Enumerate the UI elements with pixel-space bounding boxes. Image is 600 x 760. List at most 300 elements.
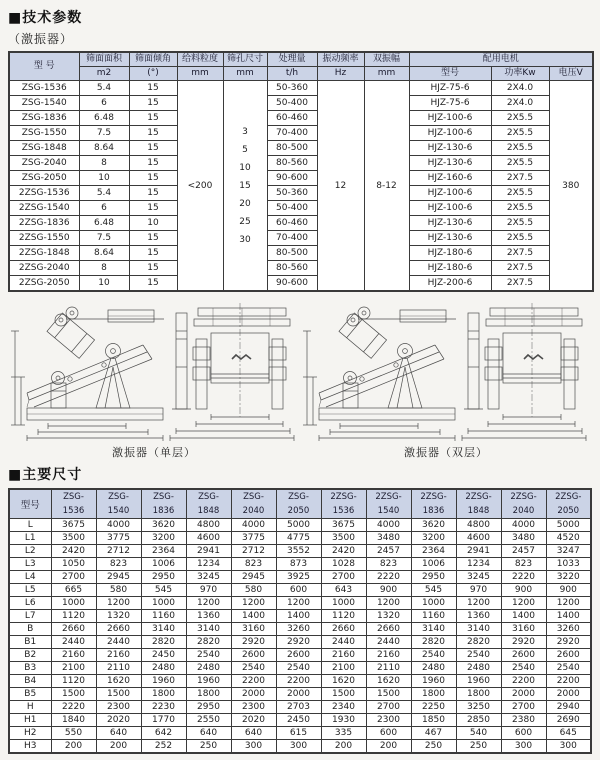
dim-row-label: H2 xyxy=(9,727,51,740)
dim-value: 900 xyxy=(501,584,546,597)
cell-screen-area: 6.48 xyxy=(79,111,129,126)
dim-column-header xyxy=(96,489,141,519)
dim-value: 3675 xyxy=(321,519,366,532)
dim-value: 1160 xyxy=(411,610,456,623)
dim-value: 3140 xyxy=(411,623,456,636)
dim-value: 3480 xyxy=(501,532,546,545)
dim-row-label: B3 xyxy=(9,662,51,675)
dim-value: 1200 xyxy=(186,597,231,610)
cell-motor-power: 2X5.5 xyxy=(491,156,549,171)
dim-column-header xyxy=(276,489,321,519)
cell-model: ZSG-1540 xyxy=(9,96,79,111)
cell-capacity: 80-500 xyxy=(267,246,317,261)
cell-motor-model: HJZ-100-6 xyxy=(409,186,491,201)
dim-value: 2220 xyxy=(501,571,546,584)
dim-value: 1028 xyxy=(321,558,366,571)
dim-value: 1160 xyxy=(141,610,186,623)
cell-frequency-merged: 12 xyxy=(317,81,364,292)
dim-value: 1200 xyxy=(501,597,546,610)
dim-value: 2690 xyxy=(546,714,591,727)
dim-value: 1620 xyxy=(321,675,366,688)
dim-value: 300 xyxy=(501,740,546,754)
dim-value: 823 xyxy=(501,558,546,571)
cell-screen-angle: 15 xyxy=(129,276,177,292)
cell-motor-model: HJZ-75-6 xyxy=(409,81,491,96)
dim-value: 1800 xyxy=(141,688,186,701)
cell-screen-angle: 15 xyxy=(129,171,177,186)
dim-table-header-row xyxy=(9,489,591,519)
dim-value: 600 xyxy=(501,727,546,740)
dim-value: 2540 xyxy=(546,662,591,675)
dim-table-row xyxy=(9,558,591,571)
dim-value: 2340 xyxy=(321,701,366,714)
cell-motor-power: 2X5.5 xyxy=(491,141,549,156)
dim-value: 2540 xyxy=(501,662,546,675)
dim-value: 2540 xyxy=(456,649,501,662)
dim-value: 3775 xyxy=(231,532,276,545)
cell-screen-angle: 15 xyxy=(129,156,177,171)
cell-screen-area: 8 xyxy=(79,156,129,171)
mesh-size-value: 30 xyxy=(239,234,251,245)
cell-capacity: 60-460 xyxy=(267,111,317,126)
dim-table-row xyxy=(9,571,591,584)
dim-column-header-line2: 1540 xyxy=(377,506,400,516)
dim-column-header xyxy=(321,489,366,519)
dim-table-row xyxy=(9,675,591,688)
dim-value: 2480 xyxy=(456,662,501,675)
cell-model: 2ZSG-1550 xyxy=(9,231,79,246)
dim-value: 1500 xyxy=(51,688,96,701)
dim-value: 970 xyxy=(186,584,231,597)
tech-table-row xyxy=(9,126,593,141)
cell-motor-model: HJZ-130-6 xyxy=(409,231,491,246)
dim-value: 2440 xyxy=(321,636,366,649)
dim-value: 2110 xyxy=(96,662,141,675)
dim-column-header xyxy=(51,489,96,519)
col-header-feed-size: 给料粒度 xyxy=(177,52,223,67)
dim-value: 1200 xyxy=(96,597,141,610)
dim-column-header-line2: 1836 xyxy=(422,506,445,516)
dim-column-header-line2: 1540 xyxy=(107,506,130,516)
dim-column-header-line2: 1536 xyxy=(62,506,85,516)
cell-motor-power: 2X7.5 xyxy=(491,171,549,186)
dim-value: 1000 xyxy=(321,597,366,610)
dim-value: 2000 xyxy=(231,688,276,701)
dim-value: 2480 xyxy=(186,662,231,675)
dim-value: 4600 xyxy=(186,532,231,545)
drawing-exciter-single-layer xyxy=(8,295,300,460)
dim-value: 2300 xyxy=(366,714,411,727)
dim-value: 2950 xyxy=(141,571,186,584)
dim-value: 2160 xyxy=(321,649,366,662)
dim-column-header-line2: 2050 xyxy=(287,506,310,516)
dim-value: 2480 xyxy=(411,662,456,675)
dim-value: 3140 xyxy=(186,623,231,636)
dim-value: 250 xyxy=(186,740,231,754)
cell-screen-angle: 15 xyxy=(129,186,177,201)
col-header-frequency: 振动频率 xyxy=(317,52,364,67)
cell-capacity: 80-560 xyxy=(267,261,317,276)
dim-column-header-line1: ZSG- xyxy=(63,492,84,502)
dim-value: 300 xyxy=(276,740,321,754)
dim-value: 1000 xyxy=(411,597,456,610)
dim-table-row xyxy=(9,623,591,636)
dim-value: 4600 xyxy=(456,532,501,545)
dim-value: 2850 xyxy=(456,714,501,727)
dim-value: 2540 xyxy=(231,662,276,675)
dim-value: 2364 xyxy=(141,545,186,558)
dim-value: 1120 xyxy=(51,610,96,623)
cell-motor-power: 2X5.5 xyxy=(491,186,549,201)
dim-value: 615 xyxy=(276,727,321,740)
cell-screen-angle: 15 xyxy=(129,246,177,261)
cell-screen-angle: 10 xyxy=(129,216,177,231)
dim-value: 2820 xyxy=(141,636,186,649)
dim-value: 250 xyxy=(411,740,456,754)
dim-value: 1500 xyxy=(366,688,411,701)
cell-screen-area: 5.4 xyxy=(79,81,129,96)
dim-table-row xyxy=(9,610,591,623)
dim-value: 823 xyxy=(96,558,141,571)
dim-value: 640 xyxy=(231,727,276,740)
cell-capacity: 50-400 xyxy=(267,201,317,216)
cell-model: ZSG-2050 xyxy=(9,171,79,186)
dim-value: 3220 xyxy=(546,571,591,584)
dim-value: 2660 xyxy=(51,623,96,636)
cell-motor-power: 2X5.5 xyxy=(491,201,549,216)
col-header-capacity: 处理量 xyxy=(267,52,317,67)
dim-value: 1840 xyxy=(51,714,96,727)
dim-value: 3245 xyxy=(186,571,231,584)
dim-value: 5000 xyxy=(546,519,591,532)
main-dimensions-table xyxy=(8,488,592,754)
dim-value: 2020 xyxy=(231,714,276,727)
dim-value: 3160 xyxy=(501,623,546,636)
cell-capacity: 70-400 xyxy=(267,231,317,246)
dim-value: 2550 xyxy=(186,714,231,727)
dim-value: 1960 xyxy=(456,675,501,688)
dim-value: 2940 xyxy=(546,701,591,714)
dim-value: 2100 xyxy=(51,662,96,675)
dim-value: 1006 xyxy=(141,558,186,571)
cell-motor-model: HJZ-100-6 xyxy=(409,111,491,126)
dim-value: 2200 xyxy=(231,675,276,688)
cell-motor-model: HJZ-100-6 xyxy=(409,126,491,141)
dim-value: 5000 xyxy=(276,519,321,532)
dim-row-label: B2 xyxy=(9,649,51,662)
tech-table-row xyxy=(9,156,593,171)
dim-value: 545 xyxy=(141,584,186,597)
cell-model: ZSG-2040 xyxy=(9,156,79,171)
dim-value: 2600 xyxy=(546,649,591,662)
dim-table-row xyxy=(9,584,591,597)
dim-column-header-line2: 1848 xyxy=(197,506,220,516)
dim-value: 3675 xyxy=(51,519,96,532)
dim-value: 2420 xyxy=(321,545,366,558)
col-header-mesh-size: 筛孔尺寸 xyxy=(223,52,267,67)
cell-screen-angle: 15 xyxy=(129,96,177,111)
dim-value: 2450 xyxy=(276,714,321,727)
cell-screen-angle: 15 xyxy=(129,201,177,216)
dim-column-header-line1: ZSG- xyxy=(108,492,129,502)
dim-value: 1320 xyxy=(366,610,411,623)
dim-value: 1960 xyxy=(411,675,456,688)
dim-value: 2440 xyxy=(51,636,96,649)
dim-value: 1320 xyxy=(96,610,141,623)
mesh-size-value: 5 xyxy=(242,144,248,155)
dim-value: 2000 xyxy=(501,688,546,701)
dim-row-label: B5 xyxy=(9,688,51,701)
col-header-motor-voltage: 电压V xyxy=(549,67,593,81)
dim-column-header-line2: 1848 xyxy=(467,506,490,516)
dim-value: 4520 xyxy=(546,532,591,545)
cell-motor-model: HJZ-180-6 xyxy=(409,261,491,276)
dim-value: 2712 xyxy=(96,545,141,558)
col-header-screen-angle: 筛面倾角 xyxy=(129,52,177,67)
dim-value: 4775 xyxy=(276,532,321,545)
cell-screen-angle: 15 xyxy=(129,231,177,246)
mesh-size-value: 10 xyxy=(239,162,251,173)
dim-row-label: H1 xyxy=(9,714,51,727)
dim-value: 1500 xyxy=(96,688,141,701)
cell-motor-model: HJZ-180-6 xyxy=(409,246,491,261)
dim-value: 4000 xyxy=(231,519,276,532)
dim-value: 2110 xyxy=(366,662,411,675)
dim-value: 2020 xyxy=(96,714,141,727)
dim-value: 3480 xyxy=(366,532,411,545)
dim-value: 4800 xyxy=(186,519,231,532)
dim-value: 1770 xyxy=(141,714,186,727)
drawing-exciter-double-layer xyxy=(300,295,592,460)
dim-column-header-line1: 2ZSG- xyxy=(555,492,582,502)
dim-column-header-line2: 1836 xyxy=(152,506,175,516)
col-unit-feed-size: mm xyxy=(177,67,223,81)
dim-value: 2420 xyxy=(51,545,96,558)
dim-table-row xyxy=(9,519,591,532)
dim-row-label: H3 xyxy=(9,740,51,754)
dim-value: 300 xyxy=(231,740,276,754)
dim-value: 900 xyxy=(366,584,411,597)
dim-column-header-line1: 2ZSG- xyxy=(465,492,492,502)
dim-value: 3160 xyxy=(231,623,276,636)
dim-value: 3140 xyxy=(141,623,186,636)
cell-motor-model: HJZ-160-6 xyxy=(409,171,491,186)
dim-value: 1006 xyxy=(411,558,456,571)
dim-value: 2820 xyxy=(456,636,501,649)
dim-value: 2300 xyxy=(231,701,276,714)
cell-capacity: 70-400 xyxy=(267,126,317,141)
cell-screen-area: 8 xyxy=(79,261,129,276)
dim-value: 200 xyxy=(366,740,411,754)
dim-value: 2200 xyxy=(546,675,591,688)
cell-motor-power: 2X5.5 xyxy=(491,216,549,231)
cell-model: 2ZSG-1836 xyxy=(9,216,79,231)
mesh-size-value: 3 xyxy=(242,126,248,137)
dim-value: 1234 xyxy=(456,558,501,571)
dim-value: 3775 xyxy=(96,532,141,545)
cell-screen-area: 7.5 xyxy=(79,231,129,246)
caption-exciter-double: 激振器（双层） xyxy=(404,446,488,459)
cell-screen-angle: 15 xyxy=(129,141,177,156)
dim-value: 2200 xyxy=(276,675,321,688)
dim-column-header-line1: 2ZSG- xyxy=(510,492,537,502)
dim-value: 3552 xyxy=(276,545,321,558)
dim-value: 1234 xyxy=(186,558,231,571)
dim-value: 3260 xyxy=(276,623,321,636)
dim-value: 4000 xyxy=(501,519,546,532)
cell-screen-angle: 15 xyxy=(129,126,177,141)
cell-motor-power: 2X7.5 xyxy=(491,246,549,261)
dim-value: 600 xyxy=(276,584,321,597)
tech-table-row xyxy=(9,276,593,292)
dim-value: 2200 xyxy=(501,675,546,688)
mesh-size-value: 25 xyxy=(239,216,251,227)
dim-value: 1620 xyxy=(96,675,141,688)
dim-value: 2941 xyxy=(186,545,231,558)
tech-table-row xyxy=(9,216,593,231)
dim-column-header-line2: 2050 xyxy=(557,506,580,516)
dim-value: 2160 xyxy=(366,649,411,662)
cell-screen-area: 5.4 xyxy=(79,186,129,201)
dim-value: 2540 xyxy=(411,649,456,662)
cell-screen-angle: 15 xyxy=(129,261,177,276)
cell-voltage-merged: 380 xyxy=(549,81,593,292)
dim-value: 1000 xyxy=(141,597,186,610)
dim-value: 3620 xyxy=(411,519,456,532)
tech-table-row xyxy=(9,186,593,201)
dim-column-header xyxy=(501,489,546,519)
dim-value: 1400 xyxy=(231,610,276,623)
dim-value: 250 xyxy=(456,740,501,754)
technical-drawings xyxy=(8,295,592,460)
mesh-size-value: 20 xyxy=(239,198,251,209)
dim-value: 643 xyxy=(321,584,366,597)
dim-value: 2000 xyxy=(276,688,321,701)
col-unit-screen-angle: (°) xyxy=(129,67,177,81)
dim-row-label: L7 xyxy=(9,610,51,623)
tech-table-row xyxy=(9,171,593,186)
tech-table-row xyxy=(9,141,593,156)
cell-model: ZSG-1536 xyxy=(9,81,79,96)
dim-value: 3925 xyxy=(276,571,321,584)
cell-motor-model: HJZ-75-6 xyxy=(409,96,491,111)
subtitle-exciter: （激振器） xyxy=(8,32,74,46)
dim-value: 1500 xyxy=(321,688,366,701)
dim-value: 1050 xyxy=(51,558,96,571)
dim-value: 1400 xyxy=(276,610,321,623)
dim-row-label: L3 xyxy=(9,558,51,571)
dim-column-header-line2: 2040 xyxy=(512,506,535,516)
col-header-model: 型 号 xyxy=(9,52,79,81)
dim-value: 200 xyxy=(321,740,366,754)
dim-row-label: H xyxy=(9,701,51,714)
cell-screen-angle: 15 xyxy=(129,111,177,126)
dim-value: 2600 xyxy=(501,649,546,662)
dim-value: 3500 xyxy=(51,532,96,545)
dim-value: 2440 xyxy=(96,636,141,649)
dim-column-header xyxy=(141,489,186,519)
dim-value: 2160 xyxy=(51,649,96,662)
dim-value: 2540 xyxy=(186,649,231,662)
dim-table-row xyxy=(9,649,591,662)
dim-value: 3500 xyxy=(321,532,366,545)
dim-value: 640 xyxy=(186,727,231,740)
dim-value: 580 xyxy=(96,584,141,597)
dim-row-label: L4 xyxy=(9,571,51,584)
dim-column-header-line2: 2040 xyxy=(242,506,265,516)
dim-value: 550 xyxy=(51,727,96,740)
dim-value: 1960 xyxy=(186,675,231,688)
col-unit-screen-area: m2 xyxy=(79,67,129,81)
dim-value: 900 xyxy=(546,584,591,597)
cell-model: 2ZSG-1540 xyxy=(9,201,79,216)
dim-value: 2950 xyxy=(411,571,456,584)
dim-value: 2540 xyxy=(276,662,321,675)
cell-mesh-sizes-merged xyxy=(223,81,267,292)
dim-value: 2600 xyxy=(276,649,321,662)
dim-column-header-line1: 2ZSG- xyxy=(375,492,402,502)
dim-row-label: L2 xyxy=(9,545,51,558)
tech-table-row xyxy=(9,246,593,261)
dim-value: 2700 xyxy=(51,571,96,584)
tech-table-row xyxy=(9,111,593,126)
dim-row-label: L xyxy=(9,519,51,532)
dim-value: 545 xyxy=(411,584,456,597)
dim-value: 3250 xyxy=(456,701,501,714)
dim-value: 540 xyxy=(456,727,501,740)
dim-value: 2920 xyxy=(231,636,276,649)
dim-value: 1800 xyxy=(186,688,231,701)
cell-motor-power: 2X4.0 xyxy=(491,81,549,96)
cell-screen-angle: 15 xyxy=(129,81,177,96)
dim-column-header-line1: ZSG- xyxy=(198,492,219,502)
dim-value: 600 xyxy=(366,727,411,740)
cell-model: 2ZSG-2050 xyxy=(9,276,79,292)
dim-column-header-line2: 1536 xyxy=(332,506,355,516)
dim-value: 970 xyxy=(456,584,501,597)
dim-value: 1620 xyxy=(366,675,411,688)
section-title-main-dimensions: ■主要尺寸 xyxy=(8,467,83,483)
dim-value: 200 xyxy=(96,740,141,754)
dim-value: 823 xyxy=(231,558,276,571)
dim-value: 200 xyxy=(51,740,96,754)
dim-value: 2450 xyxy=(141,649,186,662)
cell-screen-area: 10 xyxy=(79,171,129,186)
cell-model: ZSG-1848 xyxy=(9,141,79,156)
dim-value: 1200 xyxy=(546,597,591,610)
tech-table-row xyxy=(9,96,593,111)
dim-value: 3247 xyxy=(546,545,591,558)
dim-value: 1850 xyxy=(411,714,456,727)
dim-value: 2945 xyxy=(231,571,276,584)
dim-column-header-line1: ZSG- xyxy=(288,492,309,502)
dim-table-row xyxy=(9,740,591,754)
dim-value: 1930 xyxy=(321,714,366,727)
dim-column-header-line1: ZSG- xyxy=(243,492,264,502)
dim-value: 300 xyxy=(546,740,591,754)
cell-screen-area: 7.5 xyxy=(79,126,129,141)
dim-value: 2820 xyxy=(411,636,456,649)
tech-table-row xyxy=(9,231,593,246)
dim-value: 2250 xyxy=(411,701,456,714)
dim-table-body xyxy=(9,519,591,754)
dim-value: 1400 xyxy=(546,610,591,623)
tech-params-table xyxy=(8,51,594,292)
dim-value: 1800 xyxy=(456,688,501,701)
dim-value: 2920 xyxy=(501,636,546,649)
cell-screen-area: 6 xyxy=(79,201,129,216)
dim-value: 2660 xyxy=(96,623,141,636)
